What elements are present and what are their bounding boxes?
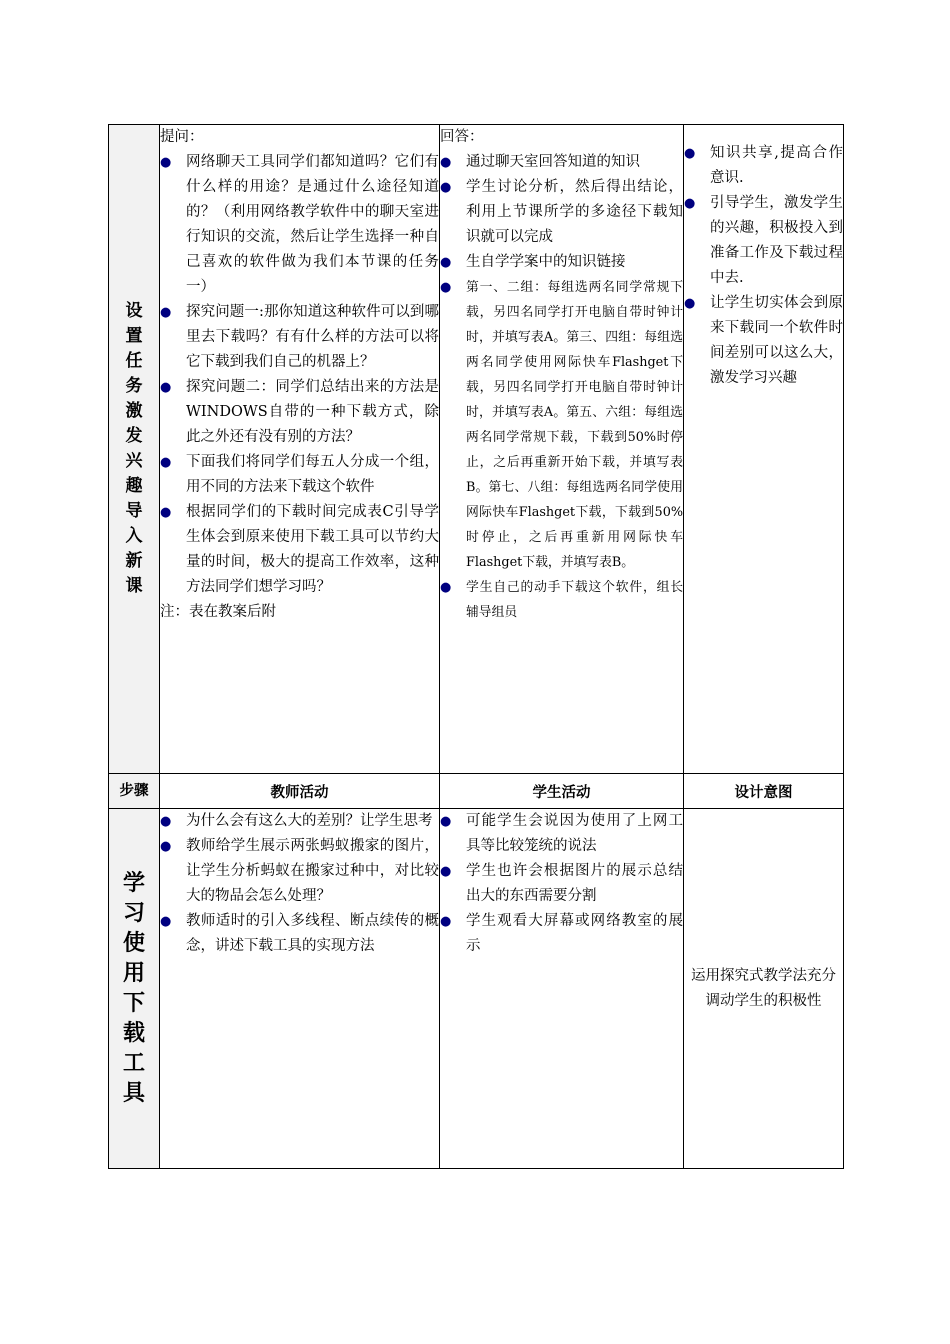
list-item: ● 学生也许会根据图片的展示总结出大的东西需要分割 [440, 859, 683, 909]
list-item: ● 教师给学生展示两张蚂蚁搬家的图片，让学生分析蚂蚁在搬家过种中，对比较大的物品会怎么处理？ [160, 834, 439, 909]
step-char: 导 [125, 501, 143, 521]
step-char: 使 [122, 930, 145, 956]
list-item: ● 生自学学案中的知识链接 [440, 250, 683, 275]
step-char: 趣 [125, 476, 143, 496]
step-cell-intro [109, 125, 160, 774]
intent-cell-tools: 运用探究式教学法充分调动学生的积极性 [684, 809, 844, 1169]
list-item: ● 根据同学们的下载时间完成表C引导学生体会到原来使用下载工具可以节约大量的时间，极大的提高工作效率，这种方法同学们想学习吗？ [160, 500, 439, 600]
teacher-activity-cell-tools [160, 809, 440, 1169]
step-char: 习 [122, 900, 145, 926]
teacher-activity-cell-intro [160, 125, 440, 774]
step-char: 置 [125, 326, 143, 346]
intent-cell-intro [684, 125, 844, 774]
step-char: 学 [122, 870, 145, 896]
intent-list-intro [684, 141, 843, 391]
step-char: 新 [125, 551, 143, 571]
list-item: ● 下面我们将同学们每五人分成一个组，用不同的方法来下载这个软件 [160, 450, 439, 500]
step-char: 发 [125, 426, 143, 446]
list-item: ● 通过聊天室回答知道的知识 [440, 150, 683, 175]
step-char: 任 [125, 351, 143, 371]
step-char: 工 [122, 1050, 145, 1076]
list-item: ● 让学生切实体会到原来下载同一个软件时间差别可以这么大，激发学习兴趣 [684, 291, 843, 391]
list-item: ● 学生观看大屏幕或网络教室的展示 [440, 909, 683, 959]
student-activity-cell-tools [440, 809, 684, 1169]
student-list-intro [440, 150, 683, 625]
step-char: 载 [122, 1020, 145, 1046]
section-row-intro [109, 125, 844, 774]
teacher-list-tools [160, 809, 439, 959]
student-list-tools [440, 809, 683, 959]
list-item: ● 教师适时的引入多线程、断点续传的概念，讲述下载工具的实现方法 [160, 909, 439, 959]
step-char: 用 [122, 960, 145, 986]
step-char: 务 [125, 376, 143, 396]
list-item: ● 探究问题二：同学们总结出来的方法是WINDOWS自带的一种下载方式，除此之外还有没有别的方法？ [160, 375, 439, 450]
list-item: ● 学生自己的动手下载这个软件，组长辅导组员 [440, 575, 683, 625]
header-step: 步骤 [109, 774, 160, 809]
list-item: ● 第一、二组：每组选两名同学常规下载，另四名同学打开电脑自带时钟计时，并填写表A。第三、四组：每组选两名同学使用网际快车Flashget下载，另四名同学打开电脑自带时钟计时，并填写表A。第五、六组：每组选两名同学常规下载，下载到50%时停止，之后再重新开始下载，并填写表B。第七、八组：每组选两名同学使用网际快车Flashget下载，下载到50%时停止，之后再重新用网际快车Flashget下载，并填写表B。 [440, 275, 683, 575]
list-item: ● 网络聊天工具同学们都知道吗？它们有什么样的用途？是通过什么途径知道的？（利用网络教学软件中的聊天室进行知识的交流，然后让学生选择一种自己喜欢的软件做为我们本节课的任务一） [160, 150, 439, 300]
header-teacher-activity: 教师活动 [160, 774, 440, 809]
list-item: ● 可能学生会说因为使用了上网工具等比较笼统的说法 [440, 809, 683, 859]
list-item: ● 学生讨论分析，然后得出结论，利用上节课所学的多途径下载知识就可以完成 [440, 175, 683, 250]
answer-label: 回答： [440, 129, 484, 145]
student-activity-cell-intro [440, 125, 684, 774]
header-student-activity: 学生活动 [440, 774, 684, 809]
list-item: ● 为什么会有这么大的差别？让学生思考 [160, 809, 439, 834]
header-row [109, 774, 844, 809]
step-char: 兴 [125, 451, 143, 471]
header-design-intent: 设计意图 [684, 774, 844, 809]
lesson-plan-table [108, 124, 844, 1169]
list-item: ● 引导学生，激发学生的兴趣，积极投入到准备工作及下载过程中去. [684, 191, 843, 291]
note-text: 注：表在教案后附 [160, 604, 276, 620]
step-char: 课 [125, 576, 143, 596]
list-item: ● 探究问题一:那你知道这种软件可以到哪里去下载吗？有有什么样的方法可以将它下载到我们自己的机器上？ [160, 300, 439, 375]
step-cell-tools [109, 809, 160, 1169]
section-row-tools [109, 809, 844, 1169]
teacher-list-intro [160, 150, 439, 600]
step-char: 激 [125, 401, 143, 421]
step-char: 具 [122, 1080, 145, 1106]
step-char: 下 [122, 990, 145, 1016]
step-char: 设 [125, 301, 143, 321]
list-item: ● 知识共享,提高合作意识. [684, 141, 843, 191]
step-char: 入 [125, 526, 143, 546]
question-label: 提问： [160, 129, 204, 145]
